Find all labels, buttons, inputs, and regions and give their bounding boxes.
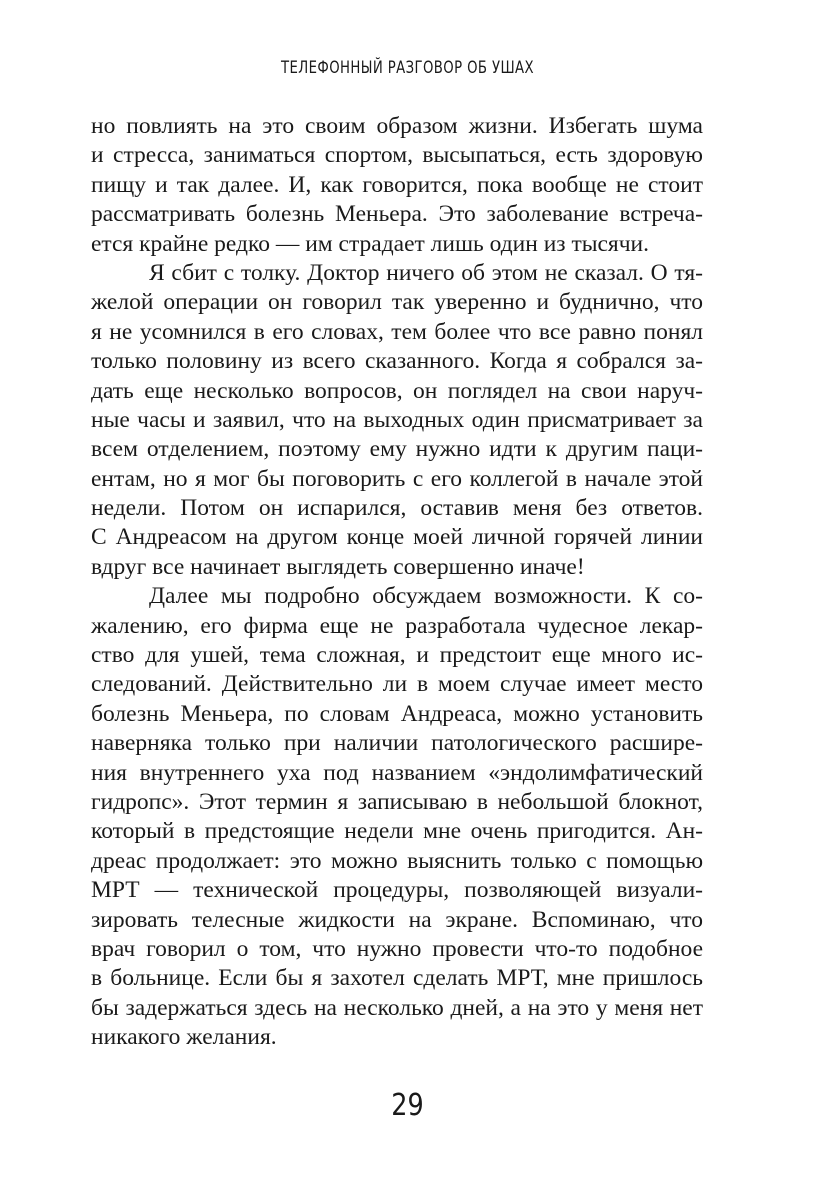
text-line: ные часы и заявил, что на выходных один присматривает за: [91, 406, 703, 433]
text-line: желой операции он говорил так уверенно и буднично, что: [91, 289, 703, 316]
page-number: 29: [391, 1088, 424, 1123]
body-text: [91, 112, 703, 1053]
text-line: ния внутреннего уха под названием «эндолимфатический: [91, 759, 703, 786]
text-line: дать еще несколько вопросов, он поглядел на свои наруч-: [91, 377, 703, 404]
text-line: никакого желания.: [91, 1024, 277, 1051]
text-line: дреас продолжает: это можно выяснить только с помощью: [91, 847, 703, 874]
text-line: МРТ — технической процедуры, позволяющей визуали-: [91, 877, 703, 904]
text-line: гидропс». Этот термин я записываю в небольшой блокнот,: [91, 788, 703, 815]
text-line: врач говорил о том, что нужно провести что-то подобное: [91, 935, 703, 962]
text-line: я не усомнился в его словах, тем более что все равно понял: [91, 318, 703, 345]
text-line: вдруг все начинает выглядеть совершенно иначе!: [91, 553, 585, 580]
text-line: ентам, но я мог бы поговорить с его коллегой в начале этой: [91, 465, 703, 492]
paragraph-first-line: Далее мы подробно обсуждаем возможности. К со-: [149, 583, 703, 610]
text-line: бы задержаться здесь на несколько дней, а на это у меня нет: [91, 994, 703, 1021]
text-line: недели. Потом он испарился, оставив меня без ответов.: [91, 495, 703, 522]
text-line: в больнице. Если бы я захотел сделать МРТ, мне пришлось: [91, 965, 703, 992]
text-line: следований. Действительно ли в моем случае имеет место: [91, 671, 703, 698]
paragraph-first-line: Я сбит с толку. Доктор ничего об этом не сказал. О тя-: [149, 259, 703, 286]
text-line: наверняка только при наличии патологического расшире-: [91, 730, 703, 757]
running-head: ТЕЛЕФОННЫЙ РАЗГОВОР ОБ УШАХ: [281, 58, 534, 78]
text-line: но повлиять на это своим образом жизни. Избегать шума: [91, 113, 703, 139]
text-line: С Андреасом на другом конце моей личной горячей линии: [91, 524, 703, 551]
text-line: только половину из всего сказанного. Когда я собрался за-: [91, 348, 703, 375]
text-line: зировать телесные жидкости на экране. Вспоминаю, что: [91, 906, 703, 933]
text-line: жалению, его фирма еще не разработала чудесное лекар-: [91, 612, 703, 639]
text-line: ство для ушей, тема сложная, и предстоит еще много ис-: [91, 642, 703, 669]
text-line: пищу и так далее. И, как говорится, пока вообще не стоит: [91, 171, 703, 198]
text-line: болезнь Меньера, по словам Андреаса, можно установить: [91, 700, 703, 727]
text-line: всем отделением, поэтому ему нужно идти к другим паци-: [91, 436, 703, 463]
text-line: ется крайне редко — им страдает лишь один из тысячи.: [91, 230, 650, 257]
text-line: рассматривать болезнь Меньера. Это заболевание встреча-: [91, 201, 703, 228]
text-line: который в предстоящие недели мне очень пригодится. Ан-: [91, 818, 703, 845]
text-line: и стресса, заниматься спортом, высыпаться, есть здоровую: [91, 142, 703, 169]
